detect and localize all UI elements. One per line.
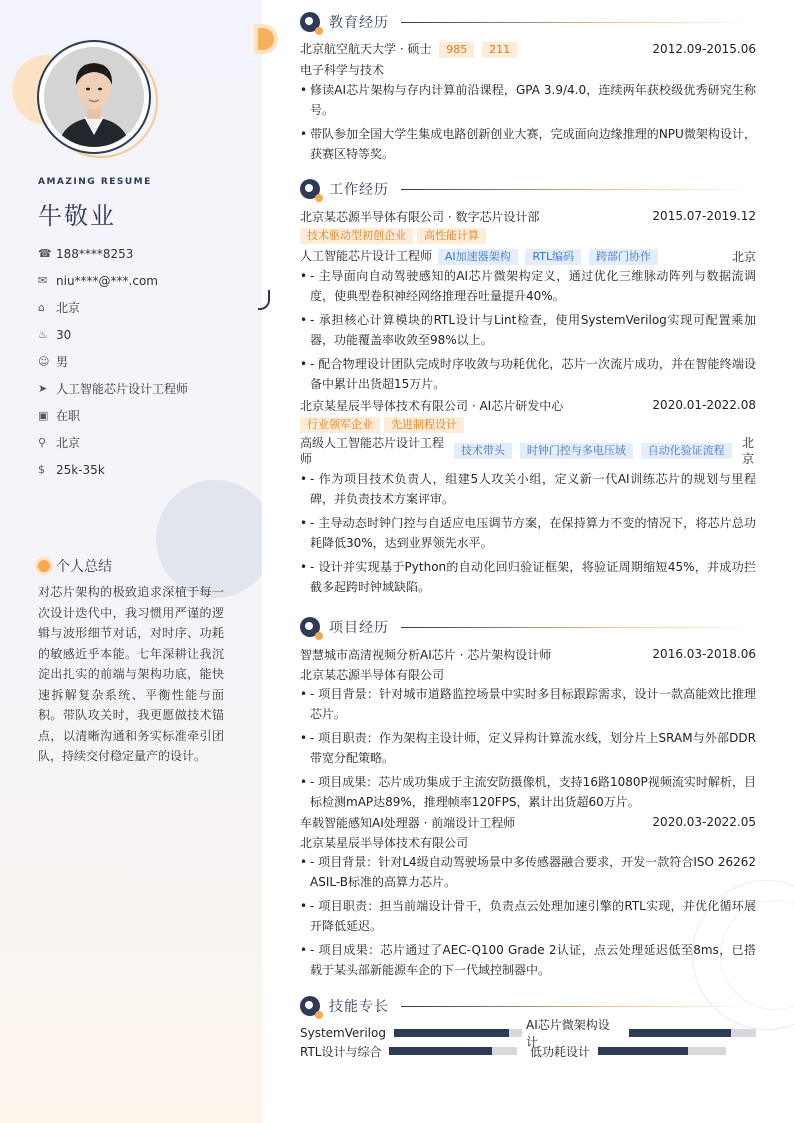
- phone-icon: ☎: [38, 247, 52, 260]
- job-bullets: [300, 469, 756, 597]
- skill-bar: [394, 1029, 522, 1037]
- section-title: 工作经历: [329, 182, 389, 198]
- skill-bar-fill: [598, 1047, 688, 1055]
- section-divider: [401, 1006, 756, 1007]
- decorative-arc: [258, 290, 270, 310]
- role-tag: 自动化验证流程: [641, 443, 732, 459]
- resume-tagline: AMAZING RESUME: [38, 177, 152, 187]
- send-icon: ➤: [38, 382, 48, 395]
- job-bullets: [300, 266, 756, 394]
- bullet-item: • - 项目成果：芯片通过了AEC-Q100 Grade 2认证，点云处理延迟低至8ms，已搭载于某头部新能源车企的下一代域控制器中。: [300, 940, 756, 980]
- skill-bar: [598, 1047, 726, 1055]
- skill-item: [530, 1042, 726, 1060]
- job-role: 人工智能芯片设计工程师: [300, 249, 433, 263]
- bullet-item: • - 项目背景：针对城市道路监控场景中实时多目标跟踪需求，设计一款高能效比推理芯片。: [300, 684, 756, 724]
- section-title: 技能专长: [329, 999, 389, 1015]
- skill-item: [300, 1024, 522, 1042]
- project-date: 2020.03-2022.05: [652, 815, 756, 829]
- bullet-item: • - 设计并实现基于Python的自动化回归验证框架，将验证周期缩短45%，并成功拦截多起跨时钟域缺陷。: [300, 557, 756, 597]
- project-bullets: [300, 684, 756, 812]
- bullet-item: • - 项目职责：担当前端设计骨干，负责点云处理加速引擎的RTL实现，并优化循环展开降低延迟。: [300, 896, 756, 936]
- company-tag: 技术驱动型初创企业: [300, 228, 413, 244]
- education-entry: [300, 39, 756, 168]
- bullet-item: • 修读AI芯片架构与存内计算前沿课程，GPA 3.9/4.0，连续两年获校级优秀研究生称号。: [300, 80, 756, 120]
- info-item: [38, 429, 188, 456]
- info-item: [38, 375, 188, 402]
- role-tag: 跨部门协作: [589, 249, 658, 265]
- project-bullets: [300, 852, 756, 980]
- cake-icon: ♨: [38, 328, 48, 341]
- role-tag: AI加速器架构: [438, 249, 518, 265]
- project-date: 2016.03-2018.06: [652, 647, 756, 661]
- decorative-half-circle: [258, 28, 274, 50]
- section-icon: [300, 617, 320, 637]
- job-city: 北京: [742, 436, 755, 466]
- skill-bar-fill: [394, 1029, 509, 1037]
- job-entry: [300, 395, 756, 601]
- skill-bar-fill: [389, 1047, 491, 1055]
- skill-bar: [629, 1029, 756, 1037]
- section-title: 项目经历: [329, 620, 389, 636]
- company-name: 北京某星辰半导体技术有限公司 · AI芯片研发中心: [300, 398, 564, 413]
- info-text: 男: [56, 355, 69, 369]
- skill-name: RTL设计与综合: [300, 1044, 382, 1059]
- summary-heading: [38, 556, 112, 576]
- bullet-item: • - 配合物理设计团队完成时序收敛与功耗优化，芯片一次流片成功，并在智能终端设备中累计出货超15万片。: [300, 354, 756, 394]
- location-icon: ⚲: [38, 436, 47, 449]
- contact-info-list: [38, 240, 188, 483]
- skill-bar: [389, 1047, 517, 1055]
- info-text: 北京: [56, 301, 81, 315]
- work-heading: [300, 177, 756, 201]
- info-text: niu****@***.com: [56, 273, 158, 288]
- mail-icon: ✉: [38, 274, 48, 287]
- dot-icon: [38, 560, 50, 572]
- project-entry: [300, 644, 756, 816]
- major: 电子科学与技术: [300, 62, 385, 77]
- job-date: 2015.07-2019.12: [652, 209, 756, 223]
- role-tag: 技术带头: [454, 443, 512, 459]
- bullet-item: • - 承担核心计算模块的RTL设计与Lint检查，使用SystemVerilog实现可配置乘加器，功能覆盖率收敛至98%以上。: [300, 310, 756, 350]
- info-text: 北京: [56, 436, 81, 450]
- projects-heading: [300, 615, 756, 639]
- job-date: 2020.01-2022.08: [652, 398, 756, 412]
- portrait-image: [44, 47, 144, 147]
- info-item: [38, 456, 188, 483]
- summary-title: 个人总结: [56, 559, 112, 575]
- bullet-item: • - 主导动态时钟门控与自适应电压调节方案，在保持算力不变的情况下，将芯片总功耗降低30%，达到业界领先水平。: [300, 513, 756, 553]
- summary-text: 对芯片架构的极致追求深植于每一次设计迭代中，我习惯用严谨的逻辑与波形细节对话，对时序、功耗的敏感近乎本能。七年深耕让我沉淀出扎实的前端与架构功底，能快速拆解复杂系统、平衡性能与面积。带队攻关时，我更愿做技术锚点，以清晰沟通和务实标准牵引团队，持续交付稳定量产的设计。: [38, 585, 224, 763]
- section-divider: [401, 627, 756, 628]
- project-name: 车载智能感知AI处理器 · 前端设计工程师: [300, 815, 516, 830]
- job-entry: [300, 206, 756, 398]
- project-company: 北京某星辰半导体技术有限公司: [300, 835, 469, 850]
- education-heading: [300, 10, 756, 34]
- info-text: 30: [56, 327, 72, 342]
- salary-icon: $: [38, 463, 45, 476]
- skill-name: SystemVerilog: [300, 1026, 386, 1040]
- info-item: [38, 267, 188, 294]
- info-item: [38, 240, 188, 267]
- avatar-frame: [37, 40, 151, 154]
- home-icon: ⌂: [38, 301, 45, 314]
- section-icon: [300, 996, 320, 1016]
- info-item: [38, 402, 188, 429]
- decorative-circle: [156, 480, 262, 598]
- info-text: 188****8253: [56, 246, 134, 261]
- info-text: 25k-35k: [56, 462, 105, 477]
- info-item: [38, 321, 188, 348]
- project-entry: [300, 812, 756, 984]
- briefcase-icon: ▣: [38, 409, 49, 422]
- bullet-item: • - 作为项目技术负责人，组建5人攻关小组，定义新一代AI训练芯片的规划与里程碑，并负责技术方案评审。: [300, 469, 756, 509]
- role-tag: RTL编码: [525, 249, 581, 265]
- skill-bar-fill: [629, 1029, 731, 1037]
- skill-item: [526, 1018, 756, 1049]
- school-tag: 211: [482, 42, 517, 58]
- info-text: 在职: [56, 409, 81, 423]
- info-text: 人工智能芯片设计工程师: [56, 382, 189, 396]
- skill-item: [300, 1042, 517, 1060]
- job-role: 高级人工智能芯片设计工程师: [300, 436, 445, 466]
- bullet-item: • - 主导面向自动驾驶感知的AI芯片微架构定义，通过优化三维脉动阵列与数据流调度，使典型卷积神经网络推理吞吐量提升40%。: [300, 266, 756, 306]
- company-tag: 高性能计算: [417, 228, 486, 244]
- skill-name: 低功耗设计: [530, 1044, 591, 1059]
- project-company: 北京某芯源半导体有限公司: [300, 667, 445, 682]
- company-tag: 行业领军企业: [300, 417, 380, 433]
- section-icon: [300, 179, 320, 199]
- section-icon: [300, 12, 320, 32]
- company-tag: 先进制程设计: [384, 417, 464, 433]
- bullet-item: • 带队参加全国大学生集成电路创新创业大赛，完成面向边缘推理的NPU微架构设计，获赛区特等奖。: [300, 124, 756, 164]
- candidate-name: 牛敬业: [38, 202, 116, 230]
- school-tag: 985: [439, 42, 474, 58]
- school-name: 北京航空航天大学 · 硕士: [300, 42, 432, 56]
- job-city: 北京: [731, 249, 756, 264]
- skills-heading: [300, 994, 756, 1018]
- info-item: [38, 348, 188, 375]
- skill-name: AI芯片微架构设计: [526, 1018, 610, 1049]
- project-name: 智慧城市高清视频分析AI芯片 · 芯片架构设计师: [300, 647, 552, 662]
- role-tag: 时钟门控与多电压域: [520, 443, 633, 459]
- company-name: 北京某芯源半导体有限公司 · 数字芯片设计部: [300, 209, 540, 224]
- sidebar: [0, 0, 262, 1123]
- education-date: 2012.09-2015.06: [652, 42, 756, 56]
- avatar: [44, 47, 144, 147]
- gender-icon: ☺: [38, 355, 50, 368]
- section-divider: [401, 189, 756, 190]
- bullet-item: • - 项目成果：芯片成功集成于主流安防摄像机，支持16路1080P视频流实时解析，目标检测mAP达89%，推理帧率120FPS，累计出货超60万片。: [300, 772, 756, 812]
- education-bullets: [300, 80, 756, 164]
- section-divider: [401, 22, 756, 23]
- bullet-item: • - 项目背景：针对L4级自动驾驶场景中多传感器融合要求，开发一款符合ISO 26262 ASIL-B标准的高算力芯片。: [300, 852, 756, 892]
- info-item: [38, 294, 188, 321]
- bullet-item: • - 项目职责：作为架构主设计师，定义异构计算流水线，划分片上SRAM与外部DDR带宽分配策略。: [300, 728, 756, 768]
- section-title: 教育经历: [329, 15, 389, 31]
